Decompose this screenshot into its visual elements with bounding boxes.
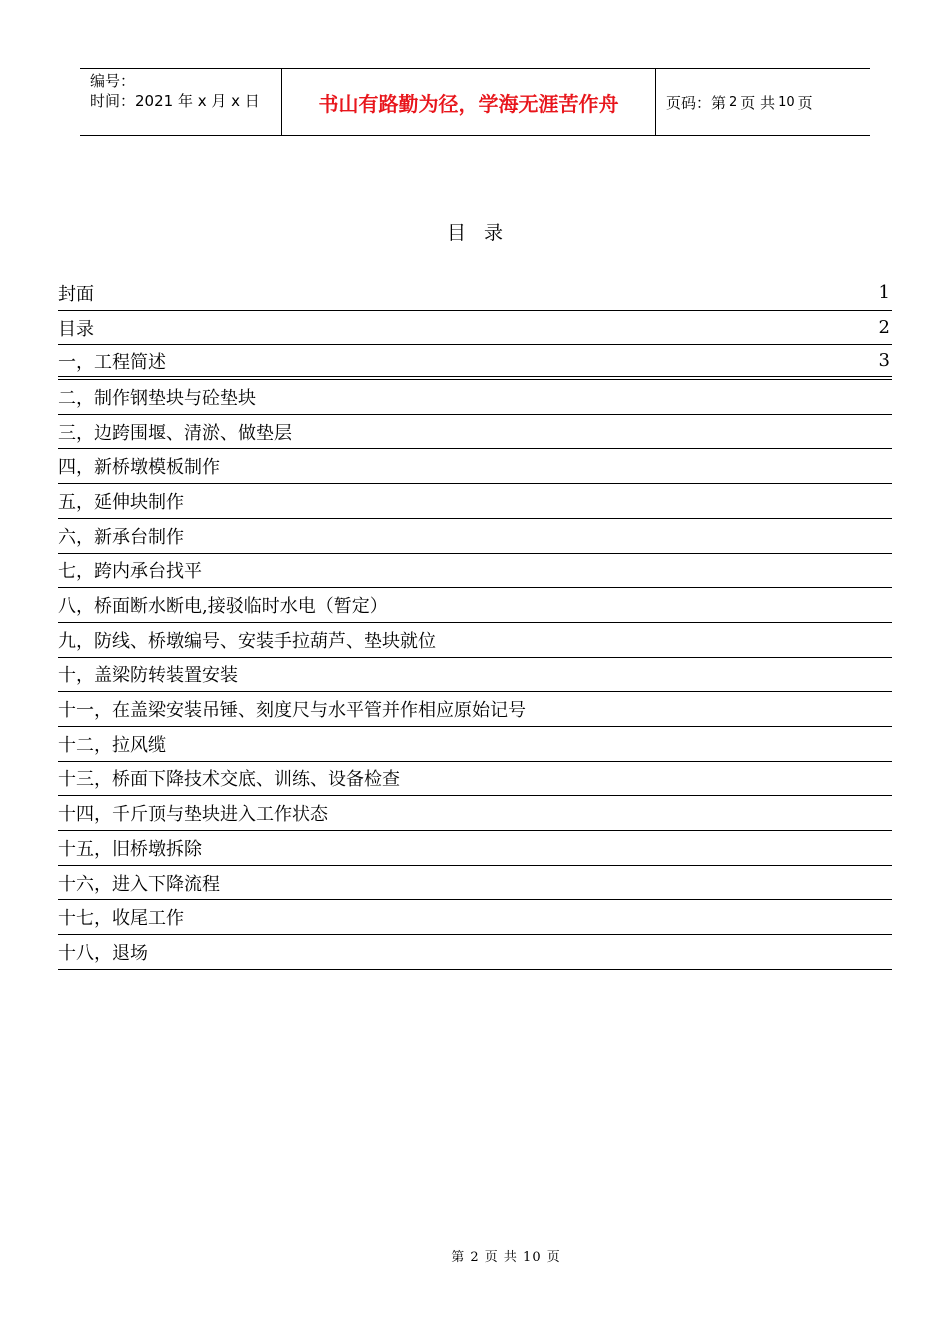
toc-entry[interactable] xyxy=(58,345,892,380)
toc-entry[interactable] xyxy=(58,692,892,727)
toc-entry[interactable] xyxy=(58,484,892,519)
toc-entry[interactable] xyxy=(58,831,892,866)
header-motto: 书山有路勤为径，学海无涯苦作舟 xyxy=(282,69,656,135)
toc-entry[interactable] xyxy=(58,900,892,935)
page-prefix: 页码：第 xyxy=(666,93,727,112)
header-page-info xyxy=(656,69,870,135)
toc-entry-label: 十六，进入下降流程 xyxy=(58,873,220,895)
toc-entry[interactable] xyxy=(58,380,892,415)
toc-entry[interactable] xyxy=(58,449,892,484)
toc-entry-label: 封面 xyxy=(58,283,94,305)
toc-entry-label: 十五，旧桥墩拆除 xyxy=(58,838,202,860)
toc-entry-label: 十一，在盖梁安装吊锤、刻度尺与水平管并作相应原始记号 xyxy=(58,700,526,722)
toc-entry-label: 九，防线、桥墩编号、安装手拉葫芦、垫块就位 xyxy=(58,630,436,652)
page-header xyxy=(80,68,870,136)
toc-entry-label: 十，盖梁防转装置安装 xyxy=(58,665,238,687)
toc-entry-label: 七，跨内承台找平 xyxy=(58,561,202,583)
toc-entry-label: 十七，收尾工作 xyxy=(58,908,184,930)
toc-entry-label: 十四，千斤顶与垫块进入工作状态 xyxy=(58,804,328,826)
toc-entry-page: 2 xyxy=(878,317,890,339)
toc-entry-page: 3 xyxy=(878,350,890,372)
serial-label: 编号： xyxy=(90,72,136,90)
time-label: 时间：2021 年 x 月 x 日 xyxy=(90,92,260,110)
page-total: 10 xyxy=(778,94,795,110)
toc-entry[interactable] xyxy=(58,866,892,901)
toc-title: 目录 xyxy=(446,222,521,244)
toc-entry[interactable] xyxy=(58,311,892,346)
header-meta xyxy=(80,69,282,135)
toc-entry-label: 六，新承台制作 xyxy=(58,526,184,548)
page-current: 2 xyxy=(729,94,738,110)
toc-entry-page: 1 xyxy=(878,282,890,304)
toc-entry[interactable] xyxy=(58,727,892,762)
toc-entry[interactable] xyxy=(58,762,892,797)
toc-entry[interactable] xyxy=(58,554,892,589)
toc-entry-label: 五，延伸块制作 xyxy=(58,491,184,513)
toc-entry-label: 二，制作钢垫块与砼垫块 xyxy=(58,387,256,409)
toc-entry[interactable] xyxy=(58,519,892,554)
toc-entry[interactable] xyxy=(58,658,892,693)
toc-entry-label: 十三，桥面下降技术交底、训练、设备检查 xyxy=(58,769,400,791)
toc-entry-label: 目录 xyxy=(58,318,94,340)
toc-entry-label: 十二，拉风缆 xyxy=(58,734,166,756)
toc-entry-label: 三，边跨围堰、清淤、做垫层 xyxy=(58,422,292,444)
toc-entry-label: 四，新桥墩模板制作 xyxy=(58,457,220,479)
toc-entry-label: 十八，退场 xyxy=(58,942,148,964)
toc-entry[interactable] xyxy=(58,796,892,831)
page-mid: 页 共 xyxy=(740,93,776,112)
page-footer: 第 2 页 共 10 页 xyxy=(451,1250,561,1265)
toc-entry[interactable] xyxy=(58,935,892,970)
table-of-contents xyxy=(58,276,892,970)
toc-entry[interactable] xyxy=(58,588,892,623)
toc-entry[interactable] xyxy=(58,623,892,658)
page-suffix: 页 xyxy=(797,93,813,112)
toc-entry-label: 八，桥面断水断电,接驳临时水电（暂定） xyxy=(58,596,388,618)
toc-entry-label: 一，工程简述 xyxy=(58,351,166,373)
toc-entry[interactable] xyxy=(58,415,892,450)
toc-entry[interactable] xyxy=(58,276,892,311)
